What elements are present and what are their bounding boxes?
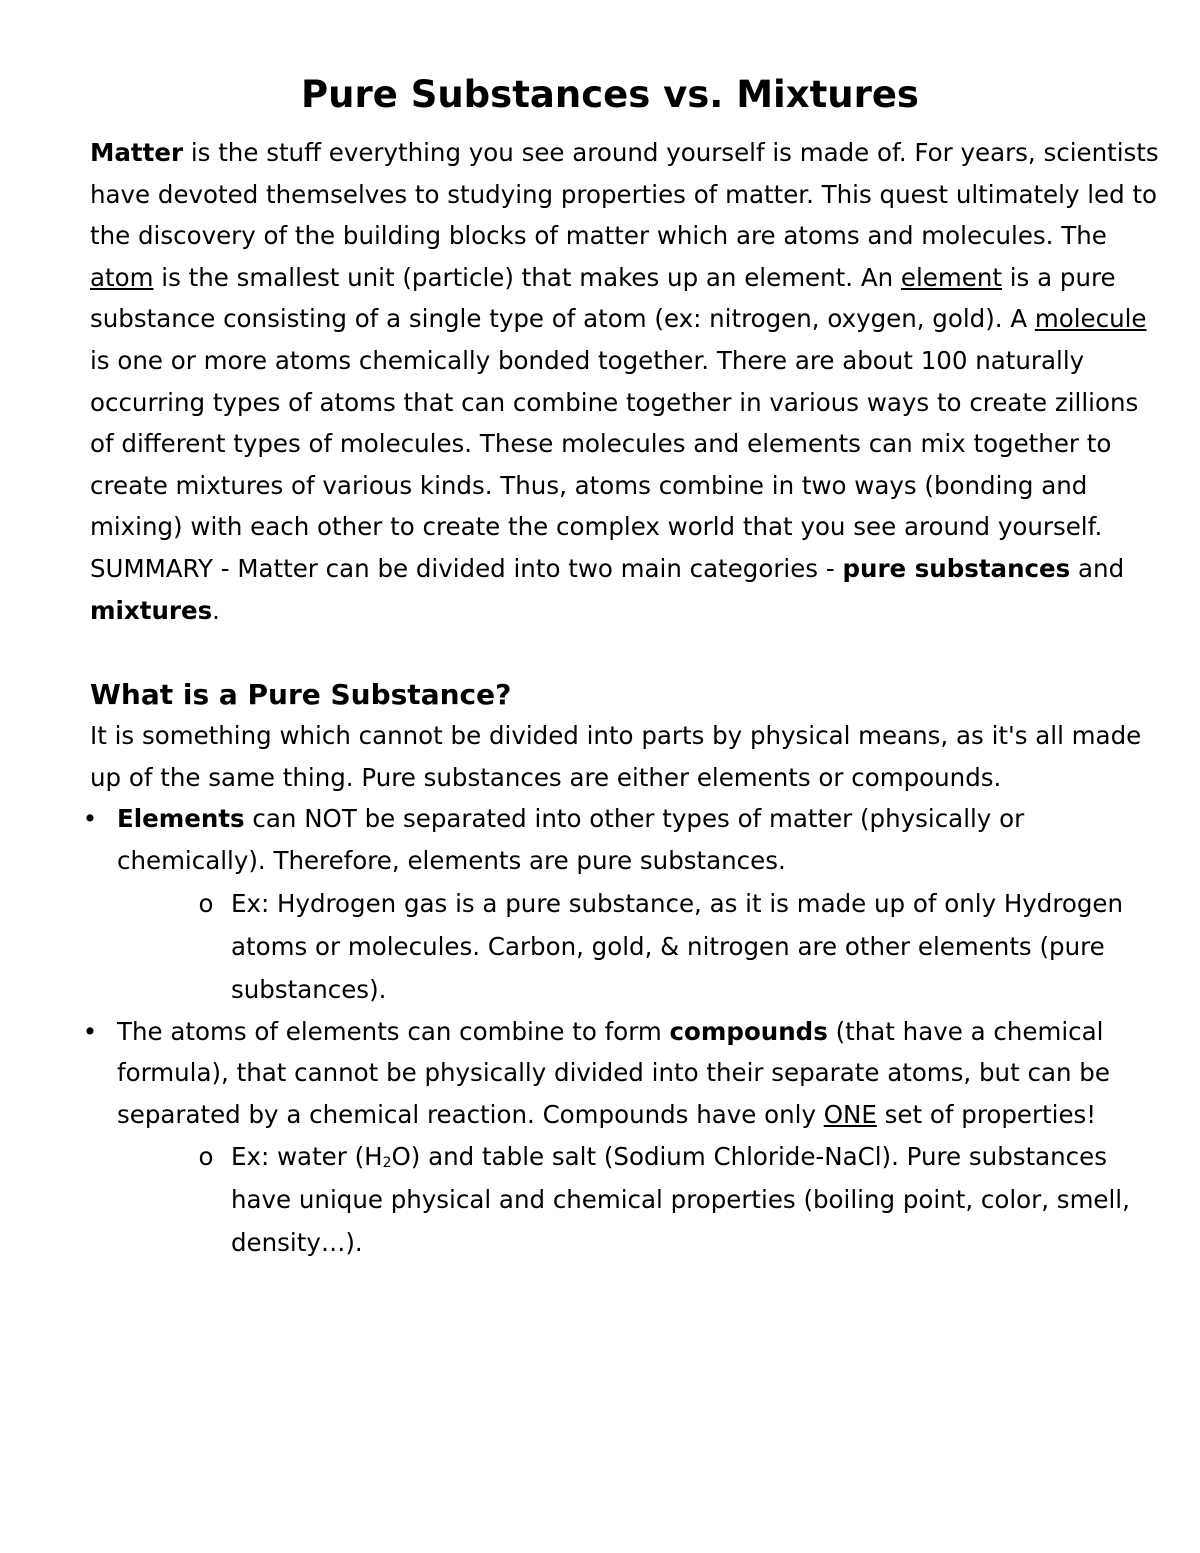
bullet-item-compounds <box>82 1011 1160 1136</box>
section-paragraph: It is something which cannot be divided into parts by physical means, as it's all made up of the same thing. Pure substances are either elements or compounds. <box>90 721 1142 792</box>
sub-bullet-marker: o <box>198 888 214 918</box>
intro-text-4: is one or more atoms chemically bonded together. There are about 100 naturally occurring types of atoms that can combine together in various ways to create zillions of different types of molecules. These molecules and elements can mix together to create mixtures of various kinds. Thus, atoms combine in two ways (bonding and mixing) with each other to create the complex world that you see around yourself. <box>90 345 1139 542</box>
sub-bullet-marker: o <box>198 1142 214 1172</box>
bullet-item-elements <box>82 798 1160 881</box>
sub-item-hydrogen-example <box>90 882 1160 1011</box>
bullet1-example: Ex: Hydrogen gas is a pure substance, as it is made up of only Hydrogen atoms or molecules. Carbon, gold, & nitrogen are other elements (pure substances). <box>231 888 1124 1004</box>
term-molecule: molecule <box>1034 304 1147 334</box>
intro-text-2: is the smallest unit (particle) that makes up an element. An <box>153 262 901 292</box>
summary-paragraph <box>90 548 1160 631</box>
bullet-marker: • <box>82 1016 98 1046</box>
intro-text-3: is a pure substance consisting of a single type of atom (ex: nitrogen, oxygen, gold). A <box>90 262 1116 334</box>
section-spacer <box>90 631 1160 675</box>
bullet2-example-2: O) and table salt (Sodium Chloride-NaCl). Pure substances have unique physical and chemical properties (boiling point, color, smell, density…). <box>231 1142 1130 1258</box>
sub-item-water-example <box>90 1135 1160 1264</box>
bullet2-example-1: Ex: water (H <box>231 1142 383 1172</box>
term-elements: Elements <box>117 804 245 834</box>
bullet-list <box>82 798 1160 1264</box>
summary-text-3: . <box>212 595 220 625</box>
bullet2-text-3: set of properties! <box>876 1099 1097 1129</box>
term-compounds: compounds <box>669 1016 828 1046</box>
bullet2-text-1: The atoms of elements can combine to form <box>117 1016 670 1046</box>
term-one: ONE <box>823 1099 877 1129</box>
term-element: element <box>900 262 1002 292</box>
term-atom: atom <box>90 262 154 292</box>
summary-text-1: SUMMARY - Matter can be divided into two main categories - <box>90 553 843 583</box>
page-title: Pure Substances vs. Mixtures <box>301 73 919 116</box>
term-pure-substances: pure substances <box>842 553 1071 583</box>
summary-text-2: and <box>1070 553 1125 583</box>
intro-paragraph <box>90 132 1160 548</box>
subscript-two: 2 <box>382 1155 392 1172</box>
section-heading: What is a Pure Substance? <box>90 678 512 712</box>
term-mixtures: mixtures <box>90 595 213 625</box>
bullet2-text-2: (that have a chemical formula), that cannot be physically divided into their separate atoms, but can be separated by a chemical reaction. Compounds have only <box>117 1016 1110 1129</box>
document-page <box>82 70 1160 1264</box>
bullet1-text: can NOT be separated into other types of matter (physically or chemically). Therefore, elements are pure substances. <box>117 804 1025 875</box>
term-matter: Matter <box>90 138 184 167</box>
bullet-marker: • <box>82 804 98 834</box>
intro-text-1: is the stuff everything you see around yourself is made of. For years, scientists have devoted themselves to studying properties of matter. This quest ultimately led to the discovery of the building blocks of matter which are atoms and molecules. The <box>90 138 1159 251</box>
